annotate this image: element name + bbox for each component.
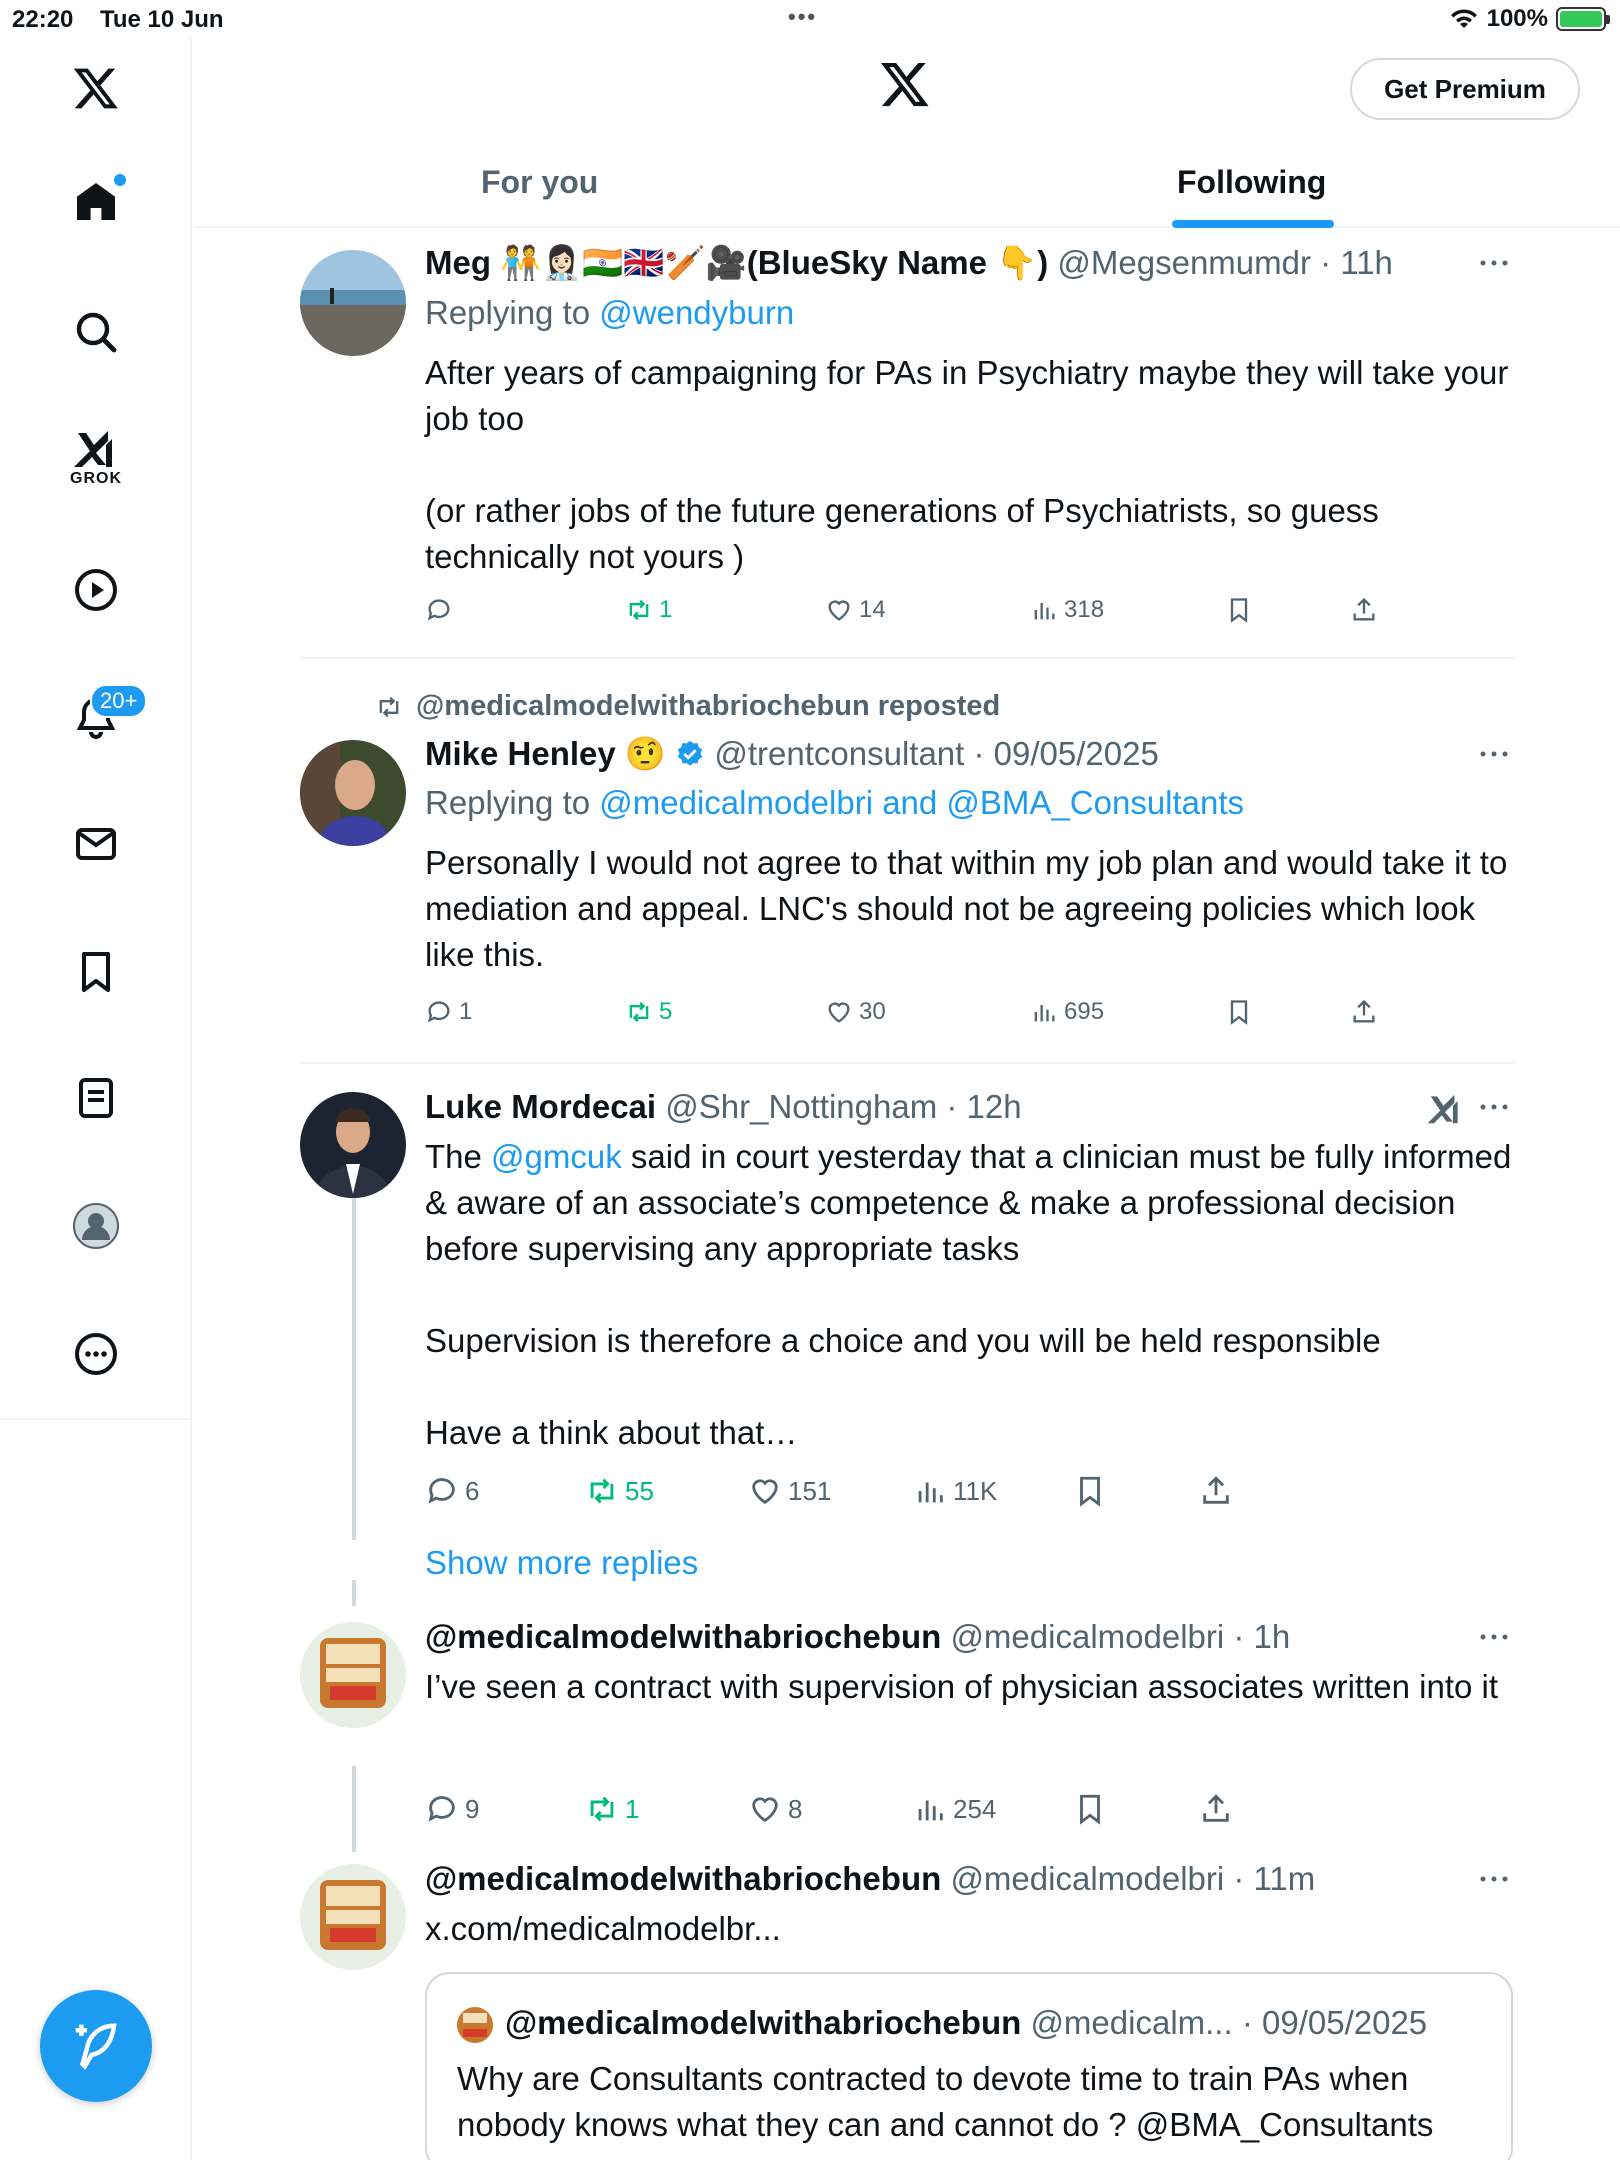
author-name[interactable]: Luke Mordecai: [425, 1088, 657, 1125]
quoted-author-name: @medicalmodelwithabriochebun: [505, 2004, 1022, 2041]
like-count: 14: [859, 596, 886, 623]
post-time[interactable]: · 1h: [1233, 1618, 1291, 1655]
bookmarks-icon[interactable]: [56, 932, 136, 1012]
messages-envelope-icon[interactable]: [56, 804, 136, 884]
post-separator: [300, 657, 1514, 659]
status-bar: [0, 0, 1620, 38]
views-count: 695: [1064, 998, 1105, 1025]
tab-following[interactable]: Following: [1177, 164, 1327, 200]
author-handle[interactable]: @Shr_Nottingham: [665, 1088, 938, 1125]
top-header: [194, 38, 1620, 228]
post-time[interactable]: · 11m: [1233, 1860, 1316, 1897]
author-handle[interactable]: @Megsenmumdr: [1057, 244, 1311, 281]
repost-icon: [372, 693, 406, 721]
quoted-author-line: [457, 2004, 1427, 2043]
replying-to: [425, 294, 794, 332]
grok-label: GROK: [70, 470, 122, 487]
post-text: After years of campaigning for PAs in Psychiatry maybe they will take your job too (or rather jobs of the future generations of Psychiatrists, so guess technically not yours ): [425, 354, 1509, 575]
post-actions: [425, 1792, 1425, 1832]
replying-to: [425, 784, 1244, 822]
reply-icon: [425, 596, 453, 624]
repost-count: 1: [659, 596, 673, 623]
compose-post-button[interactable]: [40, 1990, 152, 2102]
post-actions: [425, 596, 1425, 636]
more-dots-icon[interactable]: [1474, 1864, 1514, 1894]
views-count: 11K: [953, 1475, 998, 1506]
grok-icon[interactable]: [56, 418, 136, 498]
like-button[interactable]: [748, 1792, 802, 1826]
share-icon: [1199, 1474, 1233, 1508]
repost-count: 1: [625, 1793, 640, 1824]
avatar[interactable]: [300, 1092, 406, 1198]
share-icon: [1350, 998, 1378, 1026]
views-chart-icon: [1030, 998, 1058, 1026]
reply-button[interactable]: [425, 998, 472, 1026]
replying-to-link[interactable]: @medicalmodelbri and @BMA_Consultants: [599, 784, 1245, 821]
share-icon: [1199, 1792, 1233, 1826]
more-dots-icon[interactable]: [1474, 248, 1514, 278]
post-separator: [300, 1062, 1514, 1064]
x-logo-icon: [878, 58, 932, 115]
author-line: [425, 1088, 1022, 1126]
like-button[interactable]: [748, 1474, 831, 1508]
thread-line: [352, 1580, 356, 1606]
reply-button[interactable]: [425, 596, 459, 624]
reply-button[interactable]: [425, 1474, 479, 1508]
bookmark-icon: [1225, 596, 1253, 624]
heart-icon: [825, 596, 853, 624]
status-time: 22:20: [12, 6, 74, 33]
author-line: [425, 735, 1159, 774]
post-actions: [425, 998, 1425, 1038]
views-button[interactable]: [913, 1474, 997, 1508]
repost-context: [372, 690, 1000, 723]
repost-icon: [625, 596, 653, 624]
avatar[interactable]: [300, 250, 406, 356]
replying-prefix: Replying to: [425, 784, 600, 821]
author-handle[interactable]: @medicalmodelbri: [950, 1618, 1225, 1655]
profile-avatar-icon[interactable]: [56, 1186, 136, 1266]
more-dots-icon[interactable]: [1474, 1092, 1514, 1122]
repost-button[interactable]: [625, 998, 672, 1026]
author-name[interactable]: Meg 🧑‍🤝‍🧑👩🏻‍⚕️🇮🇳🇬🇧🏏🎥(BlueSky Name 👇): [425, 244, 1049, 281]
avatar[interactable]: [300, 1622, 406, 1728]
reply-count: 1: [459, 998, 473, 1025]
tweet-medicalmodel-reply[interactable]: [300, 1618, 1514, 1824]
post-text: Personally I would not agree to that within my job plan and would take it to mediation and appeal. LNC's should not be agreeing policies which look like this.: [425, 844, 1508, 973]
avatar[interactable]: [300, 1864, 406, 1970]
heart-icon: [748, 1474, 782, 1508]
more-dots-icon[interactable]: [1474, 1622, 1514, 1652]
reply-count: 9: [465, 1793, 480, 1824]
repost-icon: [585, 1474, 619, 1508]
views-button[interactable]: [1030, 998, 1104, 1026]
avatar[interactable]: [300, 740, 406, 846]
share-icon: [1350, 596, 1378, 624]
replying-prefix: Replying to: [425, 294, 600, 331]
notifications-badge: 20+: [90, 684, 147, 718]
replying-to-link[interactable]: @wendyburn: [599, 294, 795, 331]
author-line: [425, 1618, 1290, 1656]
share-button[interactable]: [1199, 1474, 1233, 1508]
views-chart-icon: [913, 1474, 947, 1508]
battery-percent: 100%: [1486, 5, 1548, 32]
like-count: 30: [859, 998, 886, 1025]
more-dots-icon[interactable]: [1474, 739, 1514, 769]
author-line: [425, 244, 1393, 283]
get-premium-button[interactable]: Get Premium: [1350, 58, 1580, 120]
tweet-meg[interactable]: [300, 244, 1514, 644]
share-button[interactable]: [1350, 596, 1378, 624]
grok-icon[interactable]: [1426, 1090, 1464, 1133]
text-body: said in court yesterday that a clinician must be fully informed & aware of an associate’s competence & make a professional decision before supervising any appropriate tasks Supervision is therefore a choice and you will be held responsible Have a think about that…: [425, 1138, 1512, 1451]
mention-link[interactable]: @gmcuk: [491, 1138, 622, 1175]
post-text: I’ve seen a contract with supervision of physician associates written into it: [425, 1668, 1499, 1705]
post-time[interactable]: · 12h: [946, 1088, 1022, 1125]
text-prefix: The: [425, 1138, 492, 1175]
bookmark-button[interactable]: [1225, 596, 1253, 624]
show-more-replies-link[interactable]: Show more replies: [425, 1544, 699, 1581]
repost-button[interactable]: [585, 1474, 654, 1508]
status-right: [1449, 5, 1606, 33]
author-name[interactable]: @medicalmodelwithabriochebun: [425, 1860, 942, 1897]
bookmark-button[interactable]: [1073, 1474, 1107, 1508]
reply-button[interactable]: [425, 1792, 479, 1826]
reply-icon: [425, 1474, 459, 1508]
quoted-post[interactable]: [425, 1972, 1513, 2160]
battery-icon: [1556, 7, 1606, 31]
tweet-mike-henley[interactable]: [300, 688, 1514, 1068]
like-button[interactable]: [825, 998, 886, 1026]
author-name[interactable]: Mike Henley 🤨: [425, 735, 667, 772]
home-icon[interactable]: [56, 162, 136, 242]
repost-by[interactable]: @medicalmodelwithabriochebun reposted: [416, 690, 1001, 722]
bookmark-button[interactable]: [1073, 1792, 1107, 1826]
more-options-icon[interactable]: [56, 1314, 136, 1394]
active-tab-indicator: [1172, 220, 1334, 228]
author-name[interactable]: @medicalmodelwithabriochebun: [425, 1618, 942, 1655]
status-date: Tue 10 Jun: [100, 6, 224, 33]
views-button[interactable]: [913, 1792, 996, 1826]
author-handle[interactable]: @trentconsultant: [714, 735, 965, 772]
repost-button[interactable]: [625, 596, 672, 624]
tweet-luke-mordecai[interactable]: [300, 1088, 1514, 1508]
sidebar: [0, 38, 192, 2160]
repost-count: 55: [625, 1475, 654, 1506]
bookmark-icon: [1073, 1792, 1107, 1826]
share-button[interactable]: [1350, 998, 1378, 1026]
bookmark-icon: [1225, 998, 1253, 1026]
views-chart-icon: [1030, 596, 1058, 624]
views-count: 254: [953, 1793, 997, 1824]
views-chart-icon: [913, 1792, 947, 1826]
verified-badge-icon: [675, 739, 705, 769]
like-button[interactable]: [825, 596, 886, 624]
quoted-post-text: Why are Consultants contracted to devote time to train PAs when nobody knows what they can and cannot do ? @BMA_Consultants: [457, 2060, 1434, 2143]
views-count: 318: [1064, 596, 1105, 623]
heart-icon: [748, 1792, 782, 1826]
repost-icon: [585, 1792, 619, 1826]
notifications-bell-icon[interactable]: [56, 678, 136, 758]
heart-icon: [825, 998, 853, 1026]
share-button[interactable]: [1199, 1792, 1233, 1826]
quoted-author-handle: @medicalm...: [1030, 2004, 1233, 2041]
like-count: 8: [788, 1793, 803, 1824]
post-text: [425, 1134, 1515, 1456]
wifi-icon: [1449, 7, 1479, 31]
home-new-dot: [114, 174, 126, 186]
reply-icon: [425, 998, 453, 1026]
multitasking-dots-icon[interactable]: •••: [788, 4, 818, 29]
quoted-post-time: · 09/05/2025: [1241, 2004, 1428, 2041]
post-link[interactable]: x.com/medicalmodelbr...: [425, 1910, 781, 1947]
author-handle[interactable]: @medicalmodelbri: [950, 1860, 1225, 1897]
tab-for-you[interactable]: For you: [481, 164, 599, 200]
post-time[interactable]: · 09/05/2025: [973, 735, 1159, 772]
bookmark-icon: [1073, 1474, 1107, 1508]
bookmark-button[interactable]: [1225, 998, 1253, 1026]
search-icon[interactable]: [56, 292, 136, 372]
quoted-avatar: [457, 2007, 493, 2043]
post-time[interactable]: · 11h: [1320, 244, 1393, 281]
post-actions: [425, 1474, 1425, 1514]
repost-button[interactable]: [585, 1792, 639, 1826]
x-logo-icon[interactable]: [56, 48, 136, 128]
author-line: [425, 1860, 1315, 1898]
views-button[interactable]: [1030, 596, 1104, 624]
sidebar-divider: [0, 1418, 192, 1420]
repost-icon: [625, 998, 653, 1026]
video-icon[interactable]: [56, 550, 136, 630]
compose-feather-icon: [69, 2019, 123, 2073]
lists-icon[interactable]: [56, 1058, 136, 1138]
repost-count: 5: [659, 998, 673, 1025]
reply-count: 6: [465, 1475, 480, 1506]
reply-icon: [425, 1792, 459, 1826]
like-count: 151: [788, 1475, 832, 1506]
